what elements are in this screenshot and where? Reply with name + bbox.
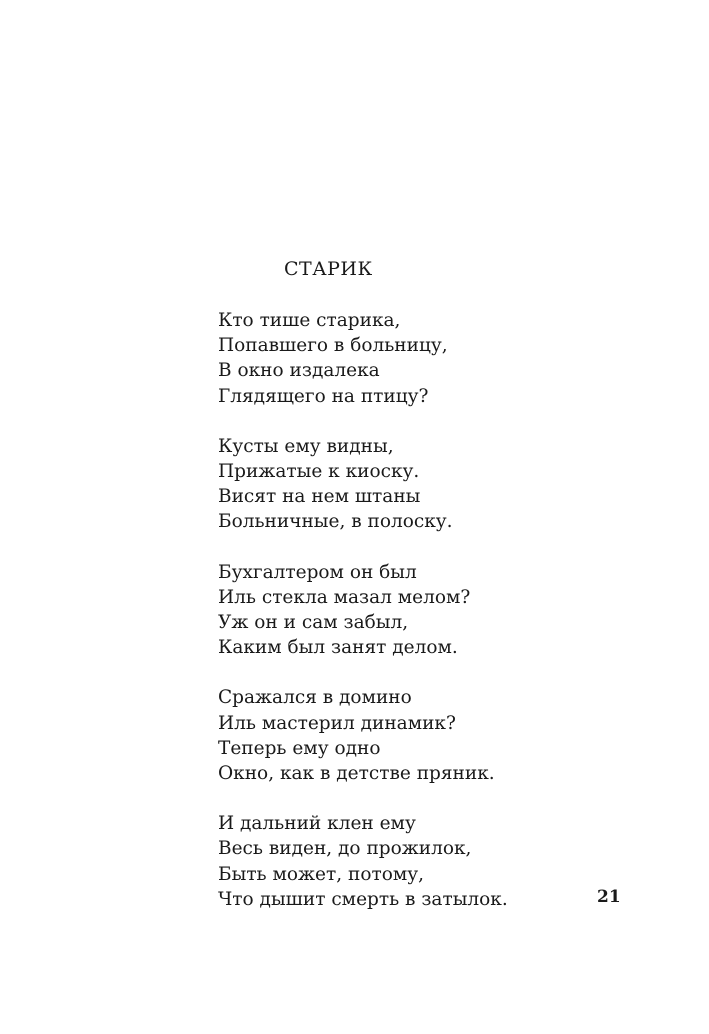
poem-line: В окно издалека [218,360,380,382]
stanza-1 [218,308,598,409]
stanza-3 [218,560,598,661]
poem-line: Кусты ему видны, [218,435,394,457]
poem-line: Каким был занят делом. [218,637,458,659]
stanza-2 [218,434,598,535]
poem-line: Теперь ему одно [218,737,381,759]
poem-line: Попавшего в больницу, [218,335,448,357]
poem-line: Уж он и сам забыл, [218,612,409,634]
poem-body [218,308,598,937]
poem-line: Прижатые к киоску. [218,461,420,483]
poem-line: Кто тише старика, [218,310,401,331]
poem-line: Быть может, потому, [218,863,424,885]
poem-title: СТАРИК [284,258,373,280]
poem-line: Больничные, в полоску. [218,511,453,533]
poem-line: Иль стекла мазал мелом? [218,586,471,608]
poem-line: Глядящего на птицу? [218,385,429,407]
page-number: 21 [597,887,621,907]
poem-line: Висят на нем штаны [218,486,421,508]
poem-line: И дальний клен ему [218,813,416,835]
poem-line: Сражался в домино [218,687,412,709]
stanza-4 [218,685,598,786]
poem-line: Окно, как в детстве пряник. [218,763,495,785]
poem-line: Весь виден, до прожилок, [218,838,472,860]
poem-line: Иль мастерил динамик? [218,712,456,734]
poem-line: Бухгалтером он был [218,561,417,583]
poem-line: Что дышит смерть в затылок. [218,888,508,910]
stanza-5 [218,811,598,912]
